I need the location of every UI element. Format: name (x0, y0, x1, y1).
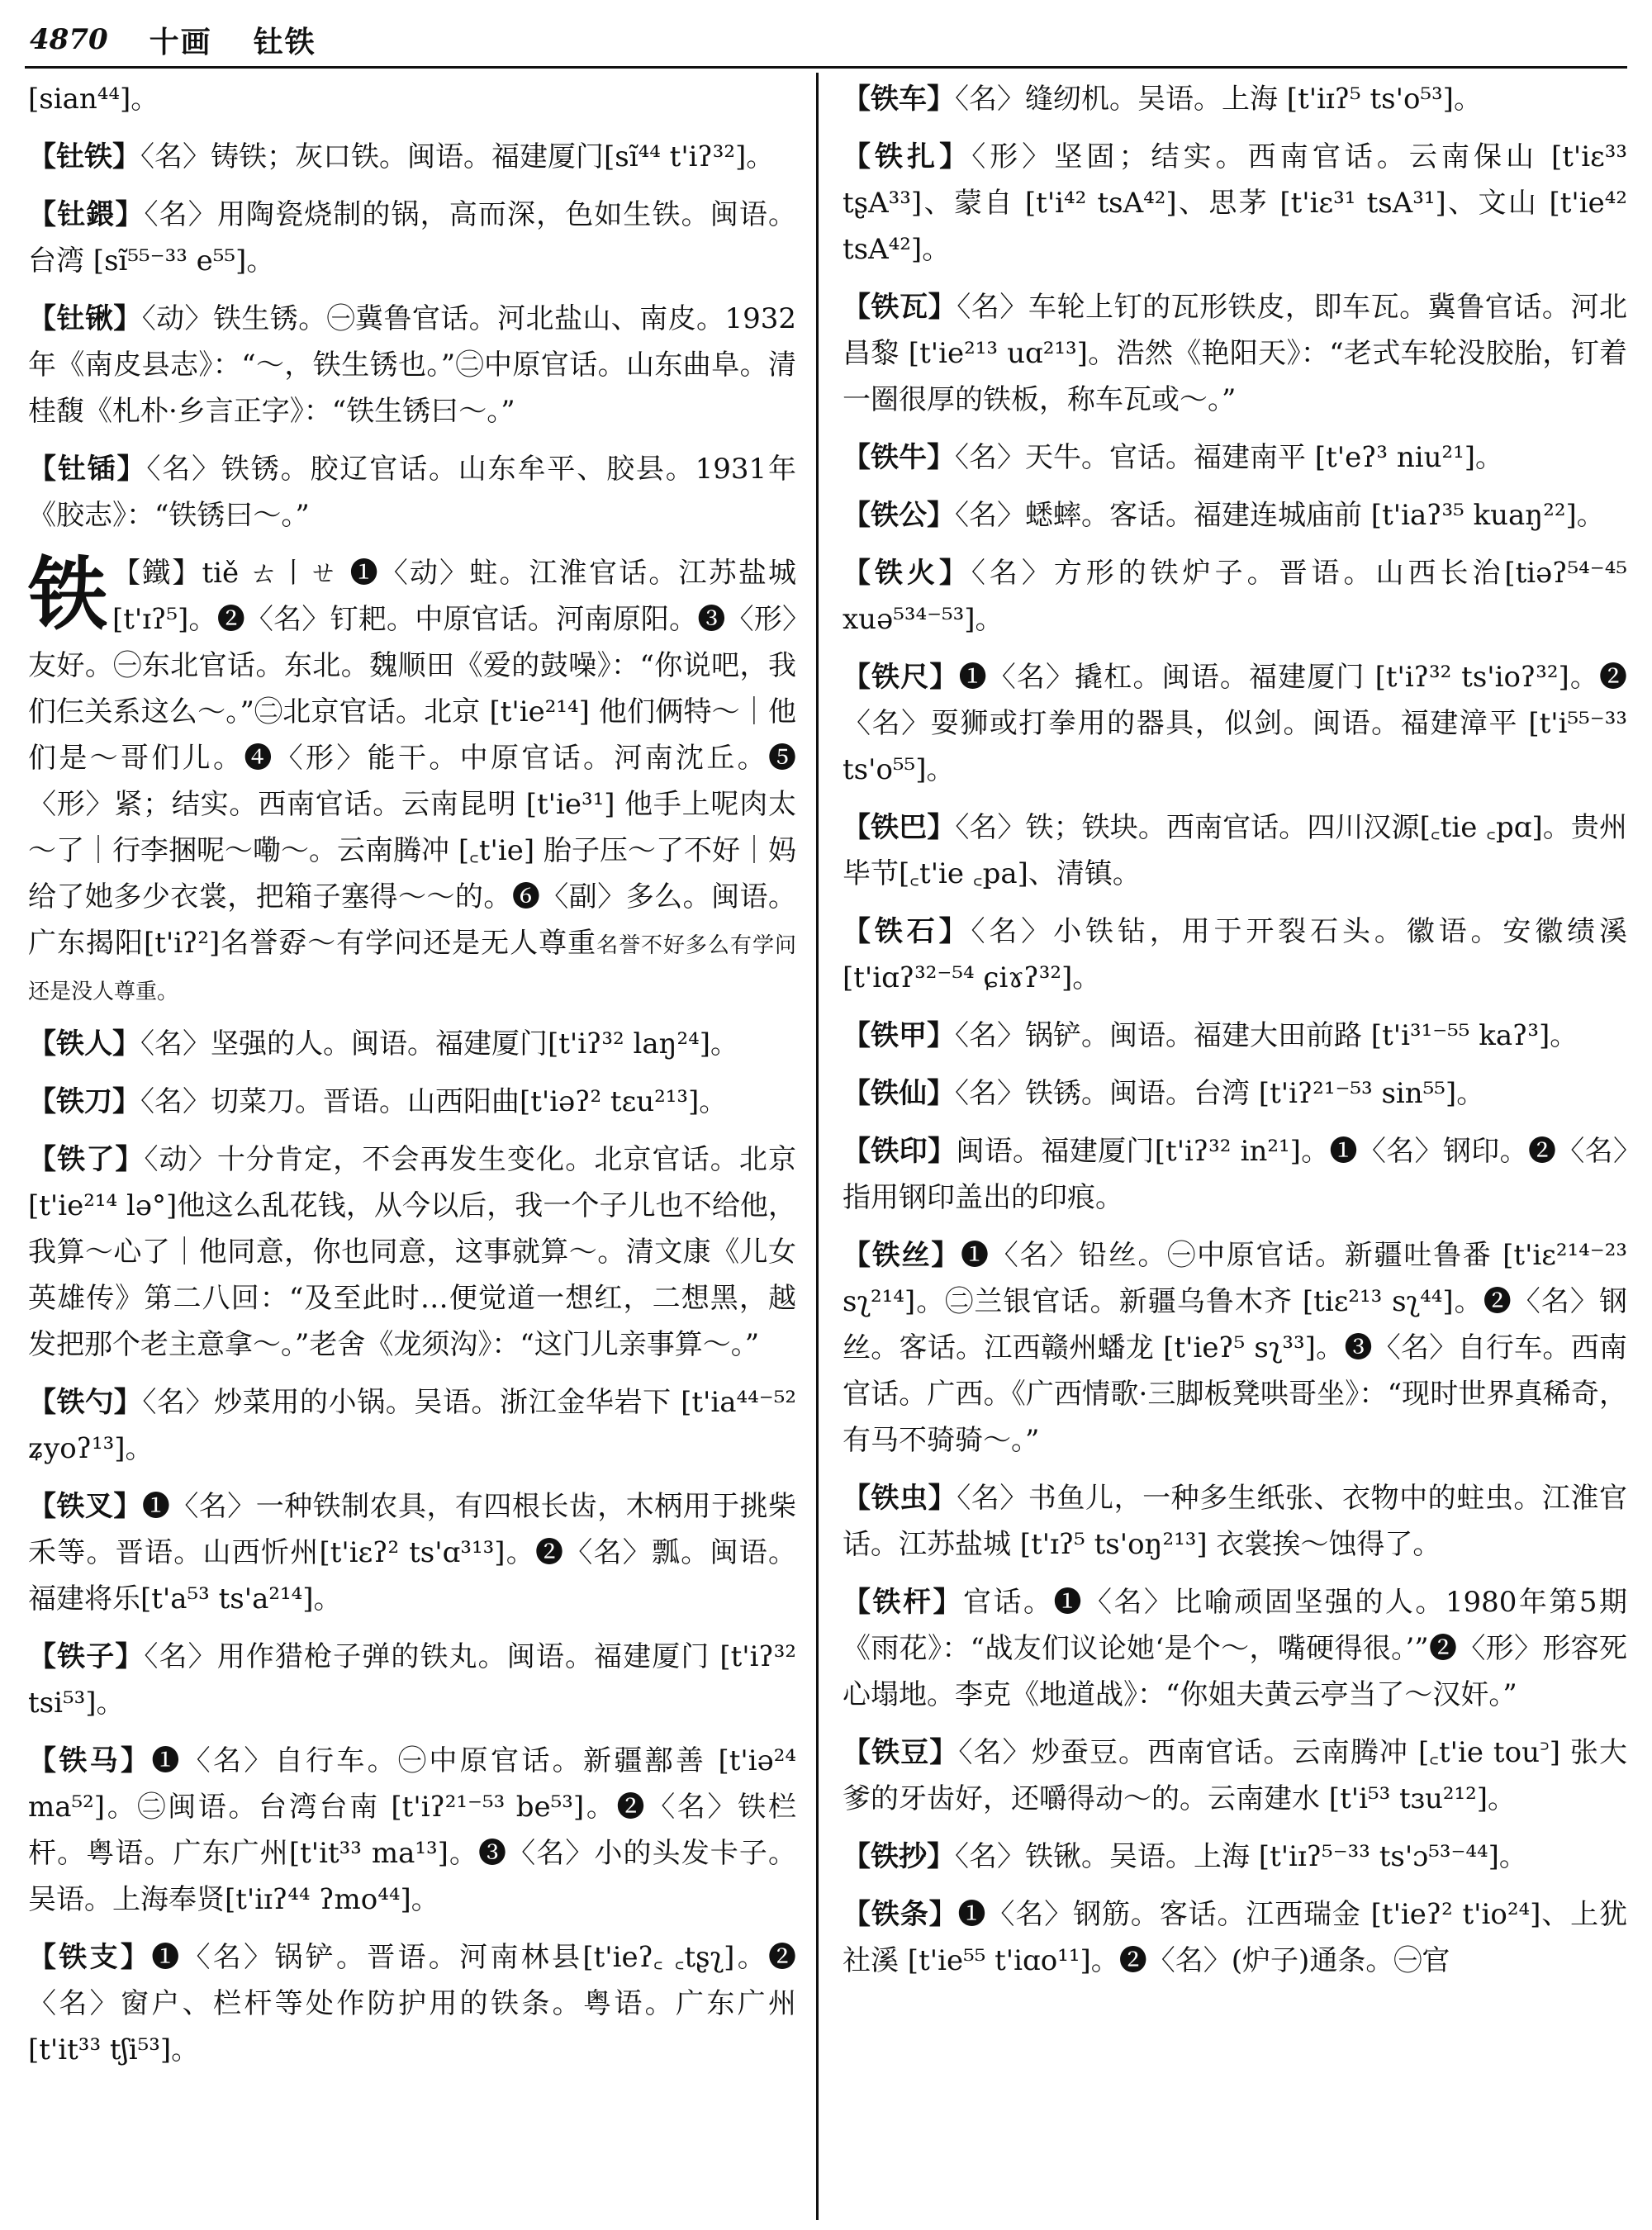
entry-headword: 【钍铁】 (28, 140, 140, 173)
entry-text: [sian⁴⁴]。 (28, 83, 159, 116)
entry-headword: 【铁公】 (843, 499, 955, 532)
entry-text: 闽语。福建厦门[t'iʔ³² in²¹]。❶〈名〉钢印。❷〈名〉指用钢印盖出的印痕。 (843, 1135, 1627, 1214)
entry-text: ❶〈名〉自行车。㊀中原官话。新疆鄯善 [t'iə²⁴ ma⁵²]。㊁闽语。台湾台南 [t'iʔ²¹⁻⁵³ be⁵³]。❷〈名〉铁栏杆。粤语。广东广州[t'it³³ ma¹³]。❸〈名〉小的头发卡子。吴语。上海奉贤[t'iɪʔ⁴⁴ ʔmo⁴⁴]。 (28, 1744, 796, 1916)
entry (843, 1232, 1627, 1464)
entry (843, 1013, 1627, 1059)
entry (843, 76, 1627, 122)
entry-headword: 【铁牛】 (843, 441, 955, 474)
entry (28, 1136, 796, 1368)
column-divider (816, 73, 819, 2220)
entry (843, 1475, 1627, 1568)
entry-text: 〈名〉坚强的人。闽语。福建厦门[t'iʔ³² laŋ²⁴]。 (140, 1027, 739, 1060)
entry-text: 〈名〉车轮上钉的瓦形铁皮，即车瓦。冀鲁官话。河北昌黎 [t'ie²¹³ uɑ²¹³]。浩然《艳阳天》：“老式车轮没胶胎，钉着一圈很厚的铁板，称车瓦或～。” (843, 291, 1627, 416)
entry-text: 官话。❶〈名〉比喻顽固坚强的人。1980年第5期《雨花》：“战友们议论她‘是个～，嘴硬得很。’”❷〈形〉形容死心塌地。李克《地道战》：“你姐夫黄云亭当了～汉奸。” (843, 1586, 1627, 1711)
guide-words: 钍铁 (253, 24, 316, 59)
entry (28, 1021, 796, 1067)
left-column (28, 76, 796, 2223)
entry (28, 1934, 796, 2073)
entry (843, 434, 1627, 481)
entry-text: 〈名〉小铁钻，用于开裂石头。徽语。安徽绩溪 [t'iɑʔ³²⁻⁵⁴ ɕiɤʔ³²]。 (843, 915, 1627, 994)
entry (843, 909, 1627, 1001)
entry-text: 〈名〉铁；铁块。西南官话。四川汉源[꜀tie ꜀pɑ]。贵州毕节[꜀t'ie ꜀pa]、清镇。 (843, 811, 1627, 890)
entry-text: 〈名〉蟋蟀。客话。福建连城庙前 [t'iaʔ³⁵ kuaŋ²²]。 (955, 499, 1605, 532)
entry-text: 〈名〉铁锈。胶辽官话。山东牟平、胶县。1931年《胶志》：“铁锈曰～。” (28, 453, 796, 532)
entry-text: 〈名〉铸铁；灰口铁。闽语。福建厦门[sĩ⁴⁴ t'iʔ³²]。 (140, 140, 775, 173)
entry-text: 〈名〉用作猎枪子弹的铁丸。闽语。福建厦门 [t'iʔ³² tsi⁵³]。 (28, 1640, 796, 1720)
entry-text: 〈名〉铁锈。闽语。台湾 [t'iʔ²¹⁻⁵³ sin⁵⁵]。 (955, 1077, 1485, 1110)
entry-text: 〈名〉缝纫机。吴语。上海 [t'iɪʔ⁵ ts'o⁵³]。 (955, 83, 1482, 116)
page-number: 4870 (30, 23, 108, 56)
entry-headword: 【铁尺】 (843, 661, 959, 694)
entry (843, 1891, 1627, 1984)
entry-headword: 【钍锸】 (28, 453, 147, 486)
stroke-count: 十画 (149, 24, 212, 59)
entry-headword: 【铁叉】 (28, 1490, 142, 1523)
entry-headword: 【钍锹】 (28, 302, 142, 335)
entry-headword: 【铁了】 (28, 1143, 145, 1176)
entry-headword: 【铁扎】 (843, 140, 972, 173)
entry-headword: 【铁车】 (843, 83, 955, 116)
entry-text: 〈名〉天牛。官话。福建南平 [t'eʔ³ niu²¹]。 (955, 441, 1504, 474)
entry-text: ❶〈名〉锅铲。晋语。河南林县[t'ieʔ꜀ ꜀tʂʅ]。❷〈名〉窗户、栏杆等处作防护用的铁条。粤语。广东广州 [t'it³³ tʃi⁵³]。 (28, 1941, 796, 2066)
entry (28, 76, 796, 122)
entry-text: ❶〈名〉一种铁制农具，有四根长齿，木柄用于挑柴禾等。晋语。山西忻州[t'iɛʔ² ts'ɑ³¹³]。❷〈名〉瓢。闽语。福建将乐[t'a⁵³ ts'a²¹⁴]。 (28, 1490, 796, 1616)
entry (843, 550, 1627, 643)
entry-text: 〈名〉锅铲。闽语。福建大田前路 [t'i³¹⁻⁵⁵ kaʔ³]。 (955, 1019, 1578, 1052)
entry-text: 〈名〉炒蚕豆。西南官话。云南腾冲 [꜀t'ie tou꜄] 张大爹的牙齿好，还嚼得动～的。云南建水 [t'i⁵³ tɜu²¹²]。 (843, 1736, 1627, 1815)
entry (28, 134, 796, 180)
main-entry-gloss: 名誉不好多么有学问还是没人尊重。 (28, 933, 796, 1004)
entry-headword: 【铁刀】 (28, 1085, 140, 1118)
entry-headword: 【铁瓦】 (843, 291, 957, 324)
entry (843, 1729, 1627, 1822)
entry-text: 〈形〉坚固；结实。西南官话。云南保山 [t'iɛ³³ tʂA³³]、蒙自 [t'i⁴² tsA⁴²]、思茅 [t'iɛ³¹ tsA³¹]、文山 [t'ie⁴² tsA⁴²]。 (843, 140, 1627, 266)
main-entry-text: 【鐵】tiě ㄊ丨ㄝ ❶〈动〉蛀。江淮官话。江苏盐城 [t'ɪʔ⁵]。❷〈名〉钉耙。中原官话。河南原阳。❸〈形〉友好。㊀东北官话。东北。魏顺田《爱的鼓噪》：“你说吧，我们仨关系这么～。”㊁北京官话。北京 [t'ie²¹⁴] 他们俩特～｜他们是～哥们儿。❹〈形〉能干。中原官话。河南沈丘。❺〈形〉紧；结实。西南官话。云南昆明 [t'ie³¹] 他手上呢肉太～了｜行李捆呢～嘞～。云南腾冲 [꜀t'ie] 胎子压～了不好｜妈给了她多少衣裳，把箱子塞得～～的。❻〈副〉多么。闽语。广东揭阳[t'iʔ²]名誉孬～有学问还是无人尊重 (28, 557, 796, 960)
entry-text: ❶〈名〉铅丝。㊀中原官话。新疆吐鲁番 [t'iɛ²¹⁴⁻²³ sʅ²¹⁴]。㊁兰银官话。新疆乌鲁木齐 [tiɛ²¹³ sʅ⁴⁴]。❷〈名〉钢丝。客话。江西赣州蟠龙 [t'ieʔ⁵ sʅ³³]。❸〈名〉自行车。西南官话。广西。《广西情歌·三脚板凳哄哥坐》：“现时世界真稀奇，有马不骑骑～。” (843, 1239, 1627, 1457)
entry-text: 〈名〉切菜刀。晋语。山西阳曲[t'iəʔ² tɛu²¹³]。 (140, 1085, 728, 1118)
entry-text: 〈名〉方形的铁炉子。晋语。山西长治[tiəʔ⁵⁴⁻⁴⁵ xuə⁵³⁴⁻⁵³]。 (843, 557, 1627, 636)
right-column (843, 76, 1627, 2223)
entry-text: 〈动〉铁生锈。㊀冀鲁官话。河北盐山、南皮。1932年《南皮县志》：“～，铁生锈也。”㊁中原官话。山东曲阜。清桂馥《札朴·乡言正字》：“铁生锈曰～。” (28, 302, 796, 428)
entry-headword: 【铁人】 (28, 1027, 140, 1060)
entry-text: ❶〈名〉撬杠。闽语。福建厦门 [t'iʔ³² ts'ioʔ³²]。❷〈名〉耍狮或打拳用的器具，似剑。闽语。福建漳平 [t'i⁵⁵⁻³³ ts'o⁵⁵]。 (843, 661, 1627, 786)
entry-text: 〈名〉书鱼儿，一种多生纸张、衣物中的蛀虫。江淮官话。江苏盐城 [t'ɪʔ⁵ ts'oŋ²¹³] 衣裳挨～蚀得了。 (843, 1482, 1627, 1561)
entry (843, 284, 1627, 423)
main-entry (28, 550, 796, 1013)
entry-headword: 【铁抄】 (843, 1840, 955, 1873)
entry-headword: 【钍鍡】 (28, 198, 145, 231)
entry-headword: 【铁丝】 (843, 1239, 961, 1272)
entry (843, 134, 1627, 273)
entry (843, 804, 1627, 897)
entry (843, 1128, 1627, 1221)
entry-headword: 【铁仙】 (843, 1077, 955, 1110)
entry (28, 446, 796, 539)
page-header (30, 15, 1624, 64)
entry-headword: 【铁甲】 (843, 1019, 955, 1052)
entry-headword: 【铁勺】 (28, 1386, 143, 1419)
entry (843, 1834, 1627, 1880)
entry (28, 1634, 796, 1726)
entry (843, 492, 1627, 539)
entry (28, 1079, 796, 1125)
entry-headword: 【铁虫】 (843, 1482, 957, 1515)
entry-text: 〈名〉用陶瓷烧制的锅，高而深，色如生铁。闽语。台湾 [sĩ⁵⁵⁻³³ e⁵⁵]。 (28, 198, 796, 278)
entry-headword: 【铁马】 (28, 1744, 152, 1777)
entry (28, 1379, 796, 1472)
entry (843, 1579, 1627, 1718)
entry-headword: 【铁支】 (28, 1941, 152, 1974)
entry (28, 192, 796, 284)
entry-headword: 【铁杆】 (843, 1586, 963, 1619)
entry-text: ❶〈名〉钢筋。客话。江西瑞金 [t'ieʔ² t'io²⁴]、上犹社溪 [t'ie⁵⁵ t'iɑo¹¹]。❷〈名〉(炉子)通条。㊀官 (843, 1898, 1627, 1977)
entry-headword: 【铁石】 (843, 915, 971, 948)
entry (28, 296, 796, 434)
entry-headword: 【铁印】 (843, 1135, 957, 1168)
entry-headword: 【铁火】 (843, 557, 971, 590)
header-rule (25, 66, 1627, 69)
entry-text: 〈名〉铁锹。吴语。上海 [t'iɪʔ⁵⁻³³ ts'ɔ⁵³⁻⁴⁴]。 (955, 1840, 1527, 1873)
main-headword-char: 铁 (28, 548, 107, 641)
entry (28, 1483, 796, 1622)
entry (28, 1738, 796, 1923)
entry-headword: 【铁巴】 (843, 811, 956, 844)
entry-headword: 【铁子】 (28, 1640, 145, 1673)
entry (843, 654, 1627, 793)
entry-text: 〈名〉炒菜用的小锅。吴语。浙江金华岩下 [t'ia⁴⁴⁻⁵² ʑyoʔ¹³]。 (28, 1386, 796, 1465)
entry-headword: 【铁豆】 (843, 1736, 959, 1769)
entry-text: 〈动〉十分肯定，不会再发生变化。北京官话。北京 [t'ie²¹⁴ lə°]他这么乱花钱，从今以后，我一个子儿也不给他，我算～心了｜他同意，你也同意，这事就算～。清文康《儿女英雄传》第二八回：“及至此时…便觉道一想红，二想黑，越发把那个老主意拿～。”老舍《龙须沟》：“这门儿亲事算～。” (28, 1143, 796, 1361)
entry (843, 1070, 1627, 1117)
entry-headword: 【铁条】 (843, 1898, 958, 1931)
